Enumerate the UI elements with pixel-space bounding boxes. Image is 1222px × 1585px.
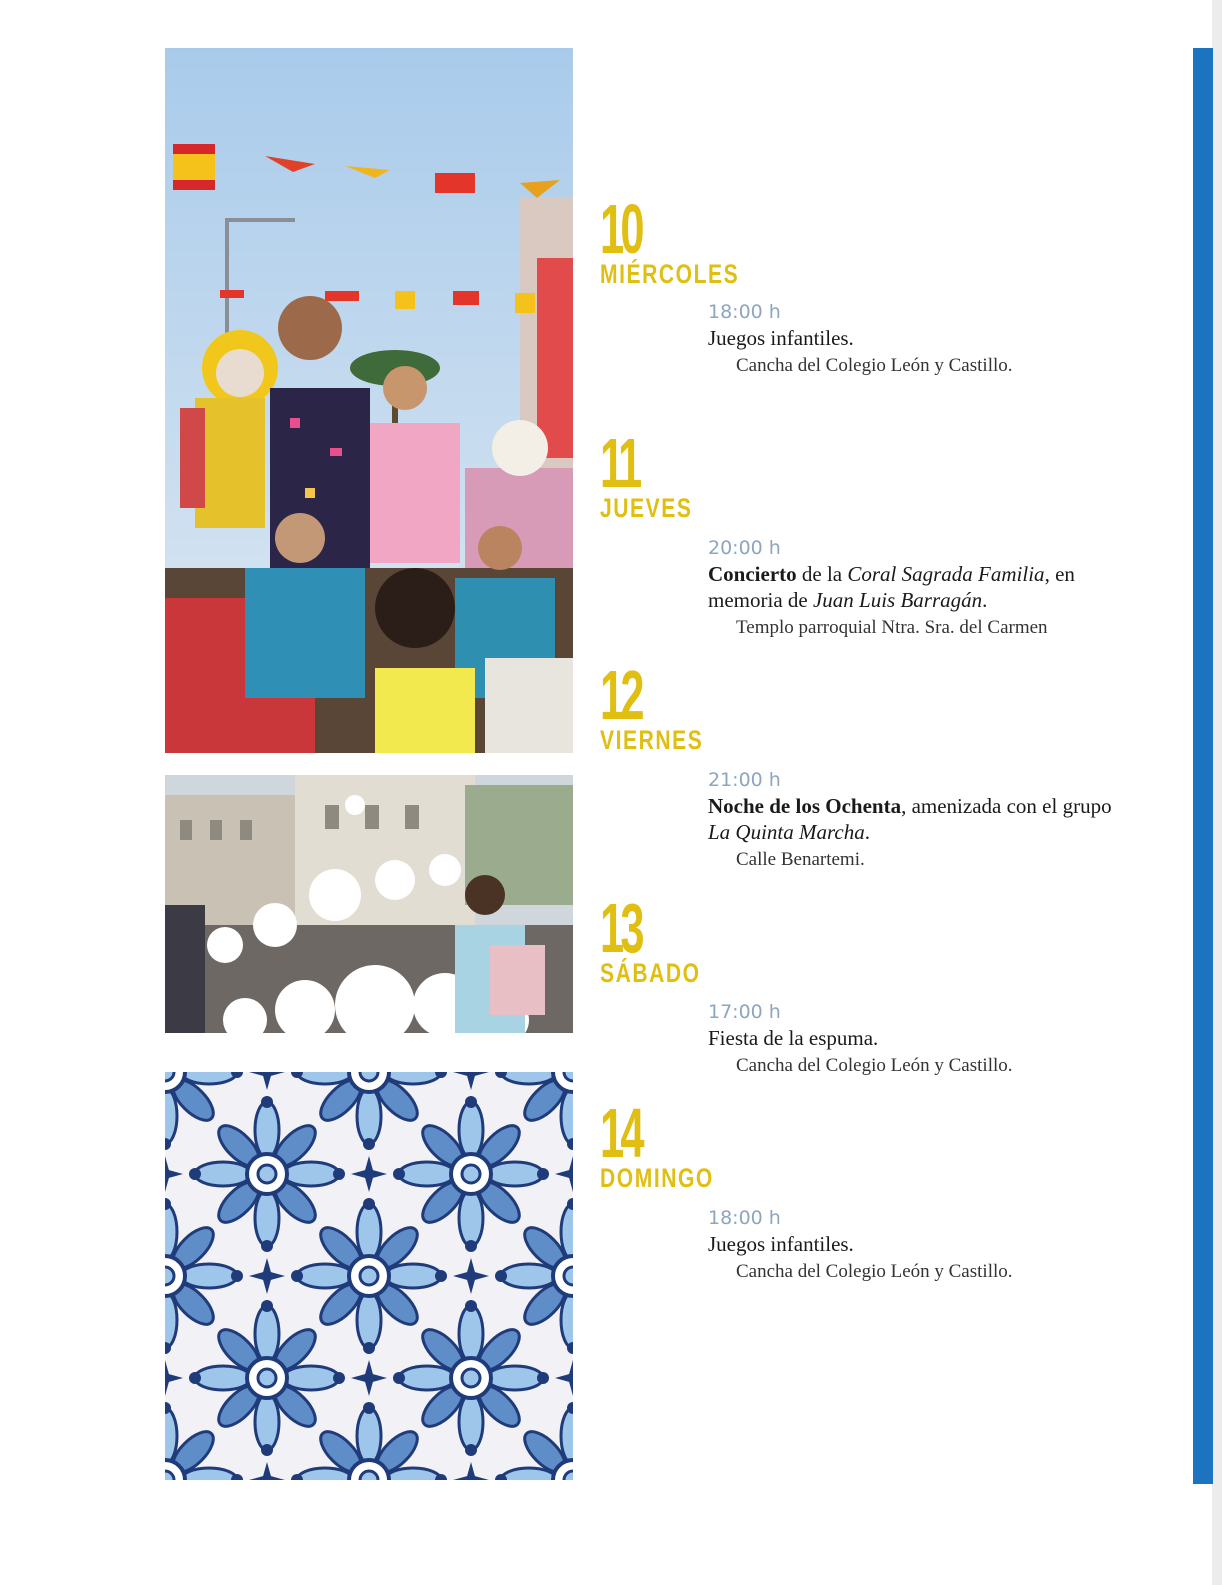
event-title-italic: La Quinta Marcha [708, 820, 865, 844]
tile-pattern-image [165, 1072, 573, 1480]
event-time: 17:00 h [708, 1001, 781, 1023]
day-name: VIERNES [600, 725, 704, 755]
event-place: Cancha del Colegio León y Castillo. [736, 1261, 1013, 1282]
day-number: 11 [600, 424, 639, 502]
event-time: 18:00 h [708, 1207, 781, 1229]
event-time: 21:00 h [708, 769, 781, 791]
day-name: JUEVES [600, 493, 693, 523]
event-title-italic: Juan Luis Barragán [812, 588, 983, 612]
event-title: Fiesta de la espuma. [708, 1026, 879, 1050]
event-title-text: de la [796, 562, 848, 586]
event-title-text: , en memoria de [708, 562, 1075, 612]
day-number: 10 [600, 190, 641, 268]
event-title-italic: Coral Sagrada Familia [847, 562, 1045, 586]
accent-bar [1193, 48, 1213, 1484]
event-title [708, 793, 1128, 845]
event-title-text: . [864, 820, 870, 844]
event-title-text: . [982, 588, 988, 612]
day-name: MIÉRCOLES [600, 259, 740, 289]
event-title-bold: Noche de los Ochenta [708, 794, 902, 818]
day-header-12 [600, 656, 733, 755]
event-time: 20:00 h [708, 537, 781, 559]
parade-photo [165, 48, 573, 753]
event-title-bold: Concierto [708, 562, 797, 586]
event-title [708, 561, 1128, 613]
event-day-14 [708, 1205, 1128, 1287]
event-title: Juegos infantiles. [708, 326, 854, 350]
event-title: Juegos infantiles. [708, 1232, 854, 1256]
day-header-13 [600, 889, 729, 988]
day-header-10 [600, 190, 779, 289]
day-header-11 [600, 424, 719, 523]
day-number: 13 [600, 889, 641, 967]
day-header-14 [600, 1094, 746, 1193]
page-edge [1212, 0, 1222, 1585]
day-number: 12 [600, 656, 641, 734]
foam-party-photo [165, 775, 573, 1033]
event-place: Templo parroquial Ntra. Sra. del Carmen [736, 617, 1048, 638]
event-place: Cancha del Colegio León y Castillo. [736, 1055, 1013, 1076]
day-name: SÁBADO [600, 958, 701, 988]
event-day-12 [708, 767, 1128, 875]
event-place: Cancha del Colegio León y Castillo. [736, 355, 1013, 376]
event-place: Calle Benartemi. [736, 849, 865, 870]
day-number: 14 [600, 1094, 641, 1172]
day-name: DOMINGO [600, 1163, 714, 1193]
event-title-text: , amenizada con el grupo [901, 794, 1112, 818]
event-day-10 [708, 299, 1128, 381]
event-day-13 [708, 999, 1128, 1081]
event-time: 18:00 h [708, 301, 781, 323]
event-day-11 [708, 535, 1128, 643]
